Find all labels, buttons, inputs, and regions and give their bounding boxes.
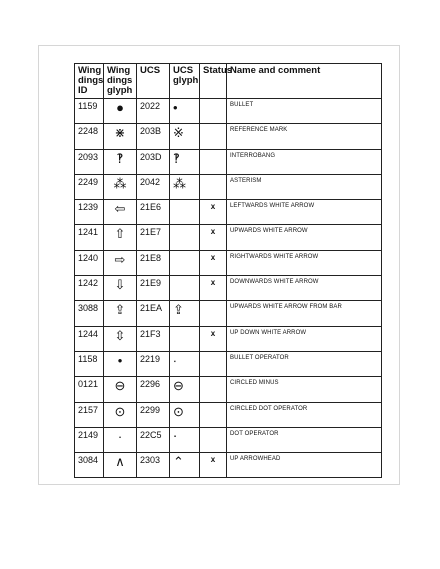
cell-status xyxy=(200,377,227,402)
cell-ucs-glyph xyxy=(170,225,200,250)
cell-name-comment: UPWARDS WHITE ARROW FROM BAR xyxy=(227,301,382,326)
cell-status xyxy=(200,351,227,376)
cell-wingdings-id: 2248 xyxy=(75,124,104,149)
header-status: Status xyxy=(200,64,227,99)
table-row xyxy=(75,174,382,199)
wingdings-table xyxy=(74,63,382,478)
table-row xyxy=(75,276,382,301)
cell-wingdings-glyph: ⇦ xyxy=(104,200,137,225)
cell-status xyxy=(200,174,227,199)
header-wingdings-id: Wing dings ID xyxy=(75,64,104,99)
cell-wingdings-id: 0121 xyxy=(75,377,104,402)
cell-ucs-glyph xyxy=(170,276,200,301)
cell-ucs: 22C5 xyxy=(137,427,170,452)
cell-name-comment: ASTERISM xyxy=(227,174,382,199)
cell-ucs-glyph: ⊖ xyxy=(170,377,200,402)
table-row xyxy=(75,453,382,478)
cell-wingdings-id: 2157 xyxy=(75,402,104,427)
table-row xyxy=(75,326,382,351)
cell-wingdings-id: 1242 xyxy=(75,276,104,301)
cell-status: x xyxy=(200,453,227,478)
cell-ucs-glyph: ‽ xyxy=(170,149,200,174)
cell-status xyxy=(200,301,227,326)
cell-ucs-glyph: ⁂ xyxy=(170,174,200,199)
cell-ucs-glyph: • xyxy=(170,99,200,124)
cell-wingdings-glyph: ⁂ xyxy=(104,174,137,199)
cell-ucs: 2219 xyxy=(137,351,170,376)
cell-status: x xyxy=(200,200,227,225)
cell-status: x xyxy=(200,250,227,275)
cell-name-comment: UP ARROWHEAD xyxy=(227,453,382,478)
cell-wingdings-glyph: ⋇ xyxy=(104,124,137,149)
cell-wingdings-glyph: · xyxy=(104,427,137,452)
cell-wingdings-glyph: ⊙ xyxy=(104,402,137,427)
cell-name-comment: CIRCLED DOT OPERATOR xyxy=(227,402,382,427)
cell-name-comment: CIRCLED MINUS xyxy=(227,377,382,402)
cell-wingdings-id: 1158 xyxy=(75,351,104,376)
cell-ucs-glyph xyxy=(170,326,200,351)
cell-wingdings-glyph: ● xyxy=(104,99,137,124)
table-row xyxy=(75,250,382,275)
cell-ucs-glyph: ⋅ xyxy=(170,427,200,452)
cell-name-comment: LEFTWARDS WHITE ARROW xyxy=(227,200,382,225)
cell-name-comment: INTERROBANG xyxy=(227,149,382,174)
table-row xyxy=(75,99,382,124)
table-row xyxy=(75,124,382,149)
cell-ucs: 21E6 xyxy=(137,200,170,225)
cell-wingdings-id: 1244 xyxy=(75,326,104,351)
cell-ucs: 2303 xyxy=(137,453,170,478)
table-row xyxy=(75,301,382,326)
cell-name-comment: BULLET OPERATOR xyxy=(227,351,382,376)
cell-status: x xyxy=(200,276,227,301)
cell-ucs-glyph xyxy=(170,200,200,225)
cell-wingdings-glyph: ⊖ xyxy=(104,377,137,402)
table-row xyxy=(75,200,382,225)
cell-status: x xyxy=(200,326,227,351)
cell-wingdings-id: 3088 xyxy=(75,301,104,326)
header-ucs: UCS xyxy=(137,64,170,99)
cell-wingdings-id: 1240 xyxy=(75,250,104,275)
cell-wingdings-glyph: ⇨ xyxy=(104,250,137,275)
cell-ucs: 21EA xyxy=(137,301,170,326)
cell-ucs-glyph: ∙ xyxy=(170,351,200,376)
cell-wingdings-id: 2149 xyxy=(75,427,104,452)
table-row xyxy=(75,377,382,402)
header-wingdings-glyph: Wing dings glyph xyxy=(104,64,137,99)
cell-wingdings-id: 2093 xyxy=(75,149,104,174)
cell-ucs: 203D xyxy=(137,149,170,174)
cell-status xyxy=(200,427,227,452)
cell-status xyxy=(200,149,227,174)
cell-ucs: 21F3 xyxy=(137,326,170,351)
cell-wingdings-glyph: • xyxy=(104,351,137,376)
table-row xyxy=(75,427,382,452)
cell-wingdings-id: 1241 xyxy=(75,225,104,250)
cell-wingdings-glyph: ⇩ xyxy=(104,276,137,301)
cell-name-comment: REFERENCE MARK xyxy=(227,124,382,149)
cell-wingdings-glyph: ⇧ xyxy=(104,225,137,250)
cell-name-comment: DOWNWARDS WHITE ARROW xyxy=(227,276,382,301)
cell-name-comment: DOT OPERATOR xyxy=(227,427,382,452)
cell-ucs: 21E7 xyxy=(137,225,170,250)
header-row xyxy=(75,64,382,99)
cell-ucs: 2299 xyxy=(137,402,170,427)
cell-status xyxy=(200,402,227,427)
cell-status xyxy=(200,99,227,124)
table-row xyxy=(75,402,382,427)
cell-name-comment: UP DOWN WHITE ARROW xyxy=(227,326,382,351)
header-ucs-glyph: UCS glyph xyxy=(170,64,200,99)
cell-ucs: 2296 xyxy=(137,377,170,402)
cell-ucs: 21E9 xyxy=(137,276,170,301)
cell-ucs: 21E8 xyxy=(137,250,170,275)
table-row xyxy=(75,351,382,376)
cell-ucs: 2042 xyxy=(137,174,170,199)
cell-wingdings-id: 3084 xyxy=(75,453,104,478)
cell-ucs-glyph: ※ xyxy=(170,124,200,149)
cell-wingdings-id: 1239 xyxy=(75,200,104,225)
cell-status xyxy=(200,124,227,149)
cell-wingdings-id: 2249 xyxy=(75,174,104,199)
cell-ucs: 203B xyxy=(137,124,170,149)
table-row xyxy=(75,225,382,250)
cell-name-comment: RIGHTWARDS WHITE ARROW xyxy=(227,250,382,275)
cell-wingdings-glyph: ⇪ xyxy=(104,301,137,326)
cell-status: x xyxy=(200,225,227,250)
cell-ucs-glyph: ⊙ xyxy=(170,402,200,427)
table-row xyxy=(75,149,382,174)
cell-ucs: 2022 xyxy=(137,99,170,124)
cell-wingdings-glyph: ⇳ xyxy=(104,326,137,351)
header-name-comment: Name and comment xyxy=(227,64,382,99)
cell-name-comment: BULLET xyxy=(227,99,382,124)
cell-wingdings-glyph: ‽ xyxy=(104,149,137,174)
cell-ucs-glyph xyxy=(170,250,200,275)
cell-wingdings-glyph: ∧ xyxy=(104,453,137,478)
cell-ucs-glyph: ⇪ xyxy=(170,301,200,326)
cell-wingdings-id: 1159 xyxy=(75,99,104,124)
cell-ucs-glyph: ⌃ xyxy=(170,453,200,478)
cell-name-comment: UPWARDS WHITE ARROW xyxy=(227,225,382,250)
